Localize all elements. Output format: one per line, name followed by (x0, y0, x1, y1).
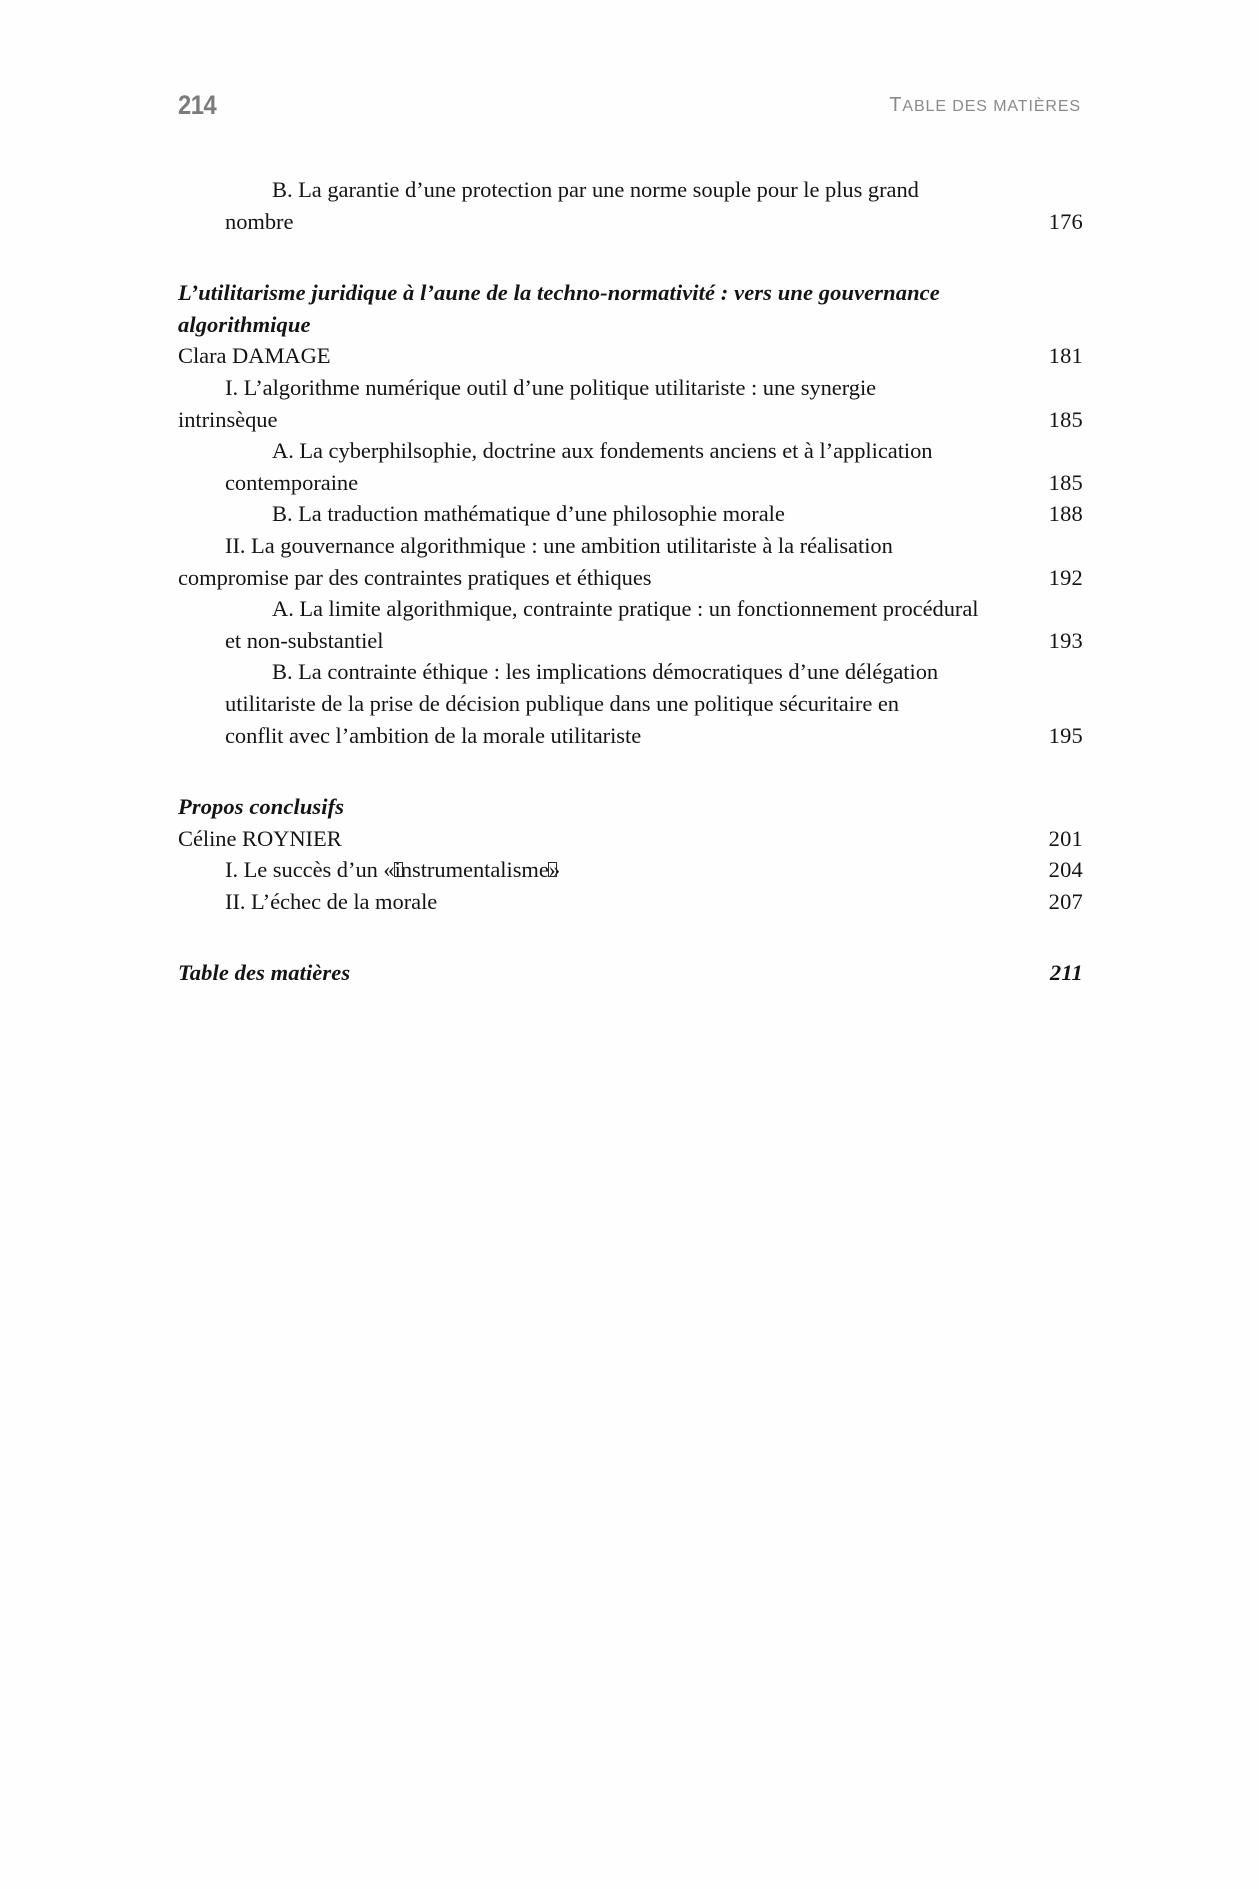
vertical-spacer (178, 237, 1083, 277)
toc-entry-line: compromise par des contraintes pratiques et éthiques (178, 564, 652, 590)
vertical-spacer (178, 917, 1083, 957)
toc-entry-page-number: 201 (1048, 825, 1083, 851)
running-head-initial: T (889, 94, 903, 116)
toc-entry-label (272, 498, 1083, 530)
toc-entry-line: nombre (225, 208, 294, 234)
toc-entry-page-number: 204 (1048, 857, 1083, 883)
toc-entry-line: Table des matières (178, 960, 351, 986)
toc-entry[interactable] (178, 340, 1083, 372)
toc-entry-line: Céline ROYNIER (178, 825, 342, 851)
toc-entry[interactable] (178, 593, 1083, 656)
toc-entry-line: I. L’algorithme numérique outil d’une politique utilitariste : une synergie (225, 374, 877, 400)
running-head-rest: ABLE DES MATIÈRES (902, 98, 1081, 115)
toc-entry-line: conflit avec l’ambition de la morale utilitariste (225, 722, 642, 748)
toc-entry[interactable] (178, 372, 1083, 435)
toc-entry[interactable] (178, 823, 1083, 855)
toc-entry-label (178, 957, 1083, 989)
toc-entry-line: II. La gouvernance algorithmique : une ambition utilitariste à la réalisation (225, 532, 893, 558)
toc-entry[interactable] (178, 530, 1083, 593)
toc-entry-label (178, 372, 1083, 435)
toc-entry-line: Clara DAMAGE (178, 343, 331, 369)
toc-entry-line: B. La garantie d’une protection par une norme souple pour le plus grand (272, 177, 919, 202)
toc-entry-line: B. La contrainte éthique : les implications démocratiques d’une délégation (272, 659, 939, 685)
toc-entry[interactable] (178, 656, 1083, 751)
toc-entry[interactable] (178, 277, 1083, 340)
toc-entry-page-number: 176 (1048, 208, 1083, 234)
toc-entry-line: et non-substantiel (225, 627, 384, 653)
toc-entry-line: II. L’échec de la morale (225, 888, 438, 914)
guillemet-group: » (548, 857, 561, 883)
toc-entry-label (225, 435, 1083, 498)
running-head-title (889, 92, 1081, 120)
toc-entry-line: Propos conclusifs (178, 794, 345, 820)
toc-entry[interactable] (178, 174, 1083, 237)
toc-entry-page-number: 195 (1048, 722, 1083, 748)
toc-entry-label (225, 174, 1083, 237)
running-head (178, 88, 1081, 122)
toc-entry-line: contemporaine (225, 469, 359, 495)
toc-entry-label (178, 791, 1083, 823)
toc-entry-line: utilitariste de la prise de décision publique dans une politique sécuritaire en (225, 690, 899, 716)
toc-entry-page-number: 185 (1048, 406, 1083, 432)
toc-entry[interactable] (178, 854, 1083, 886)
toc-entry-label (225, 593, 1083, 656)
toc-entry-page-number: 207 (1048, 888, 1083, 914)
toc-entry-label (225, 854, 1083, 886)
toc-entry-label (178, 340, 1083, 372)
toc-entry-line: B. La traduction mathématique d’une philosophie morale (272, 501, 785, 527)
toc-entry-label (225, 656, 1083, 751)
toc-entry-label (225, 886, 1083, 918)
toc-entry-line: I. Le succès d’un «instrumentalisme» (225, 857, 561, 883)
table-of-contents (178, 174, 1083, 989)
toc-entry-line: A. La limite algorithmique, contrainte pratique : un fonctionnement procédural (272, 596, 979, 622)
toc-entry-label (178, 823, 1083, 855)
toc-entry-page-number: 193 (1048, 627, 1083, 653)
toc-entry[interactable] (178, 498, 1083, 530)
guillemet-group: « (383, 857, 395, 883)
toc-entry-line: algorithmique (178, 311, 311, 337)
toc-entry-page-number: 188 (1048, 501, 1083, 527)
toc-entry-line: L’utilitarisme juridique à l’aune de la techno-normativité : vers une gouvernance (178, 280, 940, 306)
toc-entry[interactable] (178, 957, 1083, 989)
toc-entry-page-number: 211 (1049, 960, 1083, 986)
toc-entry[interactable] (178, 435, 1083, 498)
page-number-folio: 214 (178, 90, 217, 120)
toc-entry[interactable] (178, 886, 1083, 918)
toc-entry-line: intrinsèque (178, 406, 278, 432)
toc-entry-page-number: 185 (1048, 469, 1083, 495)
toc-entry-label (178, 530, 1083, 593)
toc-entry-page-number: 192 (1048, 564, 1083, 590)
toc-entry[interactable] (178, 791, 1083, 823)
toc-entry-page-number: 181 (1048, 343, 1083, 369)
toc-entry-label (178, 277, 1083, 340)
toc-entry-line: A. La cyberphilsophie, doctrine aux fondements anciens et à l’application (272, 438, 933, 464)
vertical-spacer (178, 751, 1083, 791)
